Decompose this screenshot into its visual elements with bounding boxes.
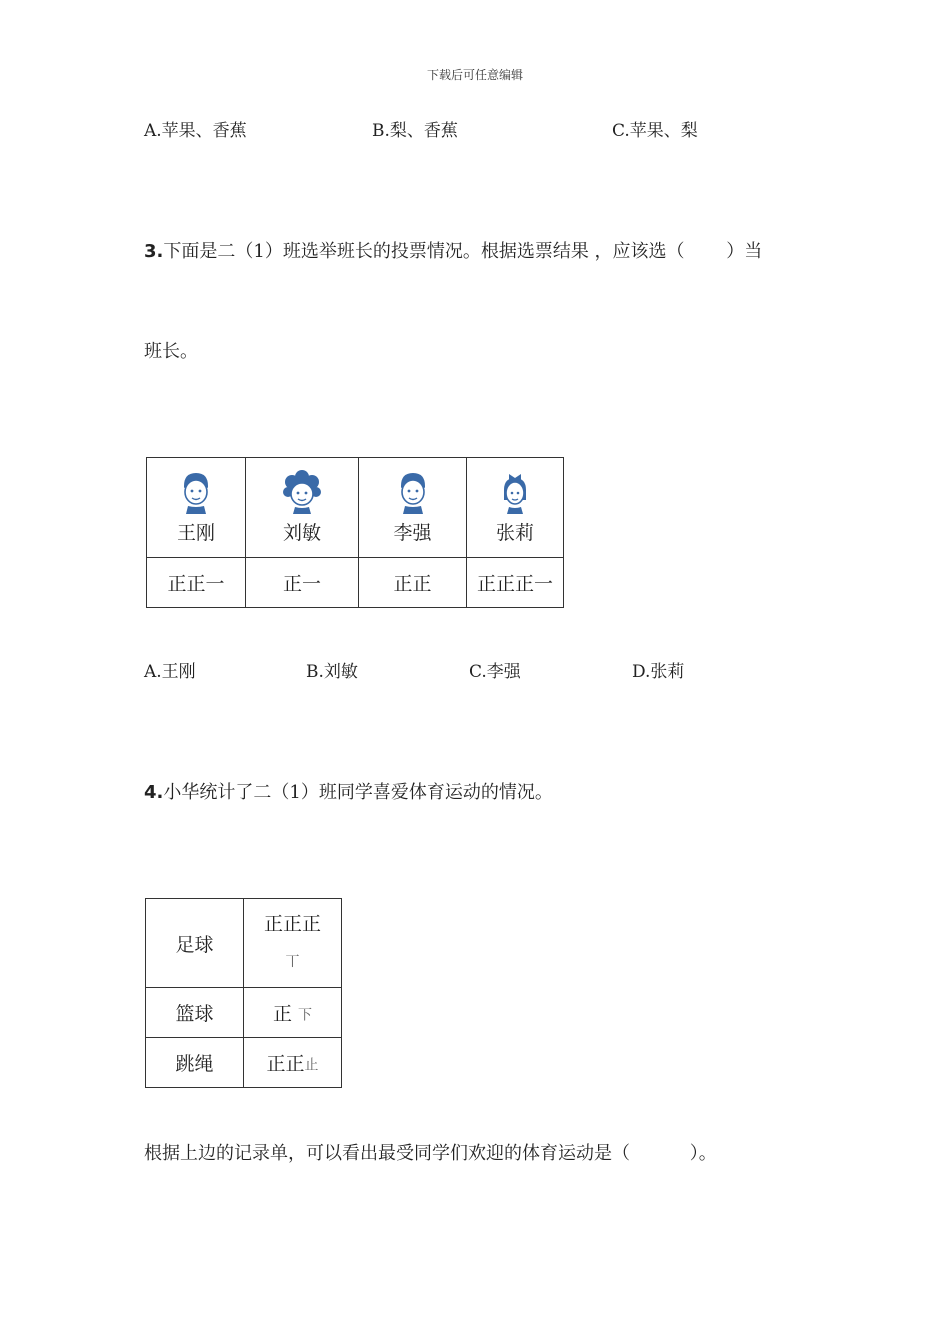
page-header: 下载后可任意编辑 (426, 68, 523, 82)
sport-name: 足球 (146, 899, 244, 988)
q3-option-b[interactable]: B.刘敏 (306, 662, 358, 682)
q3-option-d[interactable]: D.张莉 (632, 662, 685, 682)
candidate-name: 王刚 (176, 522, 215, 544)
sports-table (145, 898, 342, 1088)
q2-option-a[interactable]: A.苹果、香蕉 (144, 121, 247, 141)
sport-tally (244, 899, 342, 988)
boy-face-icon (393, 470, 433, 514)
q3-option-c[interactable]: C.李强 (469, 662, 521, 682)
candidate-name: 张莉 (495, 522, 534, 544)
vote-tally: 正正正一 (467, 558, 564, 608)
q3-number: 3. (144, 241, 164, 262)
candidate-name: 刘敏 (282, 522, 321, 544)
vote-tally: 正正 (359, 558, 467, 608)
q4-question: 根据上边的记录单，可以看出最受同学们欢迎的体育运动是（ ）。 (144, 1143, 717, 1164)
tally-partial: 下 (298, 1007, 313, 1024)
sport-tally (244, 988, 342, 1038)
boy-face-icon (176, 470, 216, 514)
girl-curly-face-icon (280, 470, 324, 514)
vote-tally: 正一 (246, 558, 359, 608)
candidate-cell (147, 458, 246, 558)
tally-partial: 丅 (285, 954, 300, 970)
q2-option-b[interactable]: B.梨、香蕉 (372, 121, 458, 141)
candidate-cell (359, 458, 467, 558)
candidate-cell (246, 458, 359, 558)
q3-text: 下面是二（1）班选举班长的投票情况。根据选票结果 ，应该选（ ）当 (163, 241, 763, 262)
candidate-name: 李强 (393, 522, 432, 544)
sport-name: 篮球 (146, 988, 244, 1038)
tally-marks: 正正正 (263, 913, 321, 935)
tally-partial: 止 (304, 1057, 319, 1074)
q3-line2: 班长。 (144, 341, 198, 362)
sport-tally (244, 1038, 342, 1088)
q4-line1 (144, 778, 553, 804)
tally-marks: 正 (272, 1003, 292, 1025)
q2-option-c[interactable]: C.苹果、梨 (612, 121, 698, 141)
q3-option-a[interactable]: A.王刚 (144, 662, 196, 682)
sport-name: 跳绳 (146, 1038, 244, 1088)
q4-number: 4. (144, 782, 164, 803)
candidate-cell (467, 458, 564, 558)
girl-bow-face-icon (495, 470, 535, 514)
vote-tally: 正正一 (147, 558, 246, 608)
q3-line1 (144, 237, 762, 263)
q4-text: 小华统计了二（1）班同学喜爱体育运动的情况。 (163, 782, 553, 803)
vote-table (146, 457, 564, 608)
tally-marks: 正正 (266, 1053, 305, 1075)
